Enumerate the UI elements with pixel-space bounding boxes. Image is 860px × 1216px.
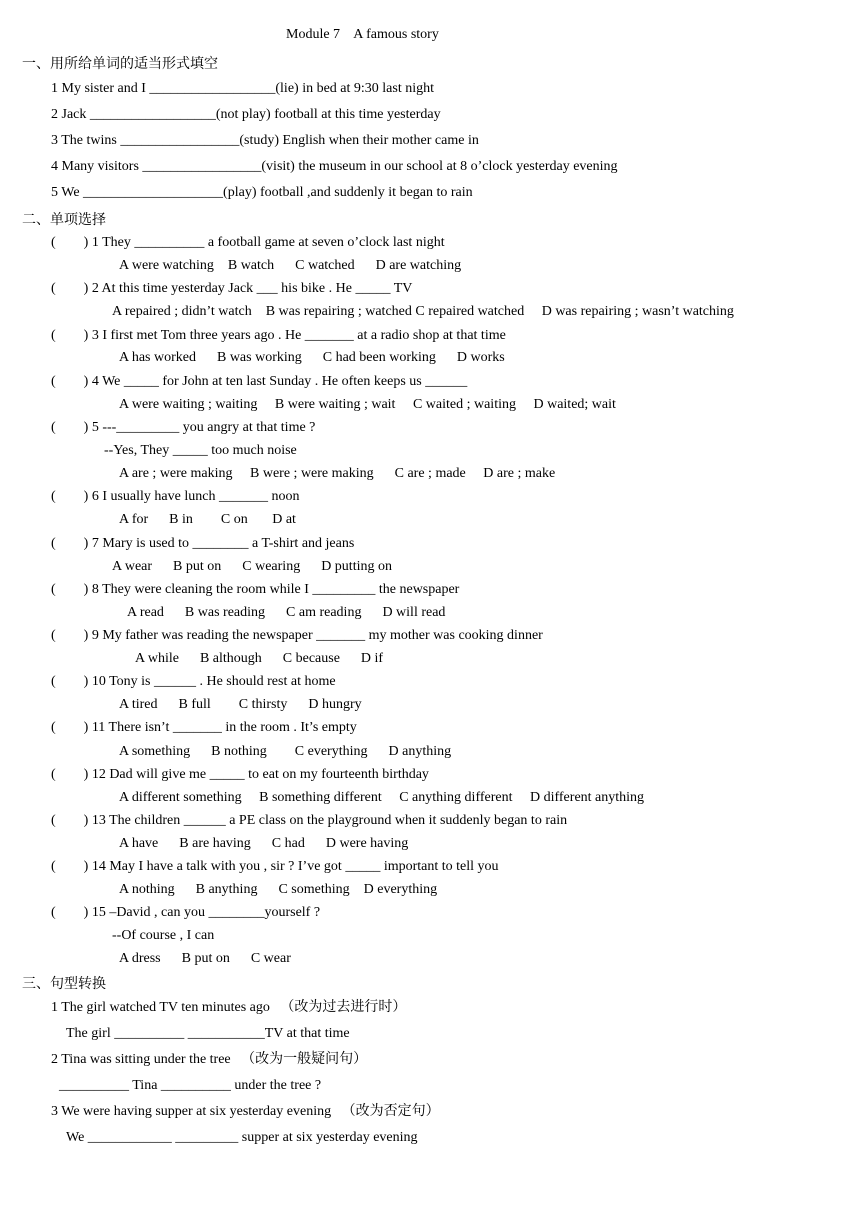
question-7: ( ) 7 Mary is used to ________ a T-shirt and jeans — [51, 536, 355, 551]
question-14-options: A nothing B anything C something D everything — [119, 882, 438, 897]
question-1-options: A were watching B watch C watched D are watching — [119, 258, 462, 273]
question-15-response: --Of course , I can — [112, 928, 215, 943]
question-11-options: A something B nothing C everything D anything — [119, 744, 452, 759]
question-11: ( ) 11 There isn’t _______ in the room . It’s empty — [51, 720, 357, 735]
page-title: Module 7 A famous story — [286, 27, 439, 42]
question-10: ( ) 10 Tony is ______ . He should rest at home — [51, 674, 336, 689]
question-6: ( ) 6 I usually have lunch _______ noon — [51, 489, 300, 504]
transform-answer-2: __________ Tina __________ under the tree ? — [59, 1078, 322, 1093]
question-4: ( ) 4 We _____ for John at ten last Sunday . He often keeps us ______ — [51, 374, 468, 389]
transform-answer-1: The girl __________ ___________TV at that time — [66, 1026, 350, 1041]
question-2-options: A repaired ; didn’t watch B was repairing ; watched C repaired watched D was repairing ; wasn’t watching — [112, 304, 734, 319]
question-9: ( ) 9 My father was reading the newspaper _______ my mother was cooking dinner — [51, 628, 543, 643]
fill-in-item: 2 Jack __________________(not play) football at this time yesterday — [51, 107, 441, 122]
transform-item-1: 1 The girl watched TV ten minutes ago （改为过去进行时） — [51, 1000, 407, 1015]
fill-in-item: 5 We ____________________(play) football ,and suddenly it began to rain — [51, 185, 473, 200]
transform-item-2: 2 Tina was sitting under the tree （改为一般疑问句） — [51, 1052, 368, 1067]
section-heading-multiple-choice: 二、单项选择 — [22, 212, 106, 228]
question-12: ( ) 12 Dad will give me _____ to eat on my fourteenth birthday — [51, 767, 429, 782]
question-5-response: --Yes, They _____ too much noise — [104, 443, 297, 458]
transform-item-3: 3 We were having supper at six yesterday evening （改为否定句） — [51, 1104, 440, 1119]
question-13: ( ) 13 The children ______ a PE class on the playground when it suddenly began to rain — [51, 813, 568, 828]
question-6-options: A for B in C on D at — [119, 512, 296, 527]
section-heading-fill-in: 一、用所给单词的适当形式填空 — [22, 56, 218, 72]
question-13-options: A have B are having C had D were having — [119, 836, 409, 851]
question-14: ( ) 14 May I have a talk with you , sir ? I’ve got _____ important to tell you — [51, 859, 499, 874]
question-1: ( ) 1 They __________ a football game at seven o’clock last night — [51, 235, 445, 250]
fill-in-item: 3 The twins _________________(study) English when their mother came in — [51, 133, 479, 148]
question-5-options: A are ; were making B were ; were making C are ; made D are ; make — [119, 466, 556, 481]
question-8: ( ) 8 They were cleaning the room while I _________ the newspaper — [51, 582, 460, 597]
question-12-options: A different something B something different C anything different D different anything — [119, 790, 645, 805]
question-9-options: A while B although C because D if — [135, 651, 384, 666]
question-8-options: A read B was reading C am reading D will read — [127, 605, 446, 620]
fill-in-item: 1 My sister and I __________________(lie) in bed at 9:30 last night — [51, 81, 435, 96]
question-4-options: A were waiting ; waiting B were waiting ; wait C waited ; waiting D waited; wait — [119, 397, 616, 412]
question-7-options: A wear B put on C wearing D putting on — [112, 559, 392, 574]
question-15-options: A dress B put on C wear — [119, 951, 291, 966]
question-10-options: A tired B full C thirsty D hungry — [119, 697, 362, 712]
question-2: ( ) 2 At this time yesterday Jack ___ his bike . He _____ TV — [51, 281, 413, 296]
question-15: ( ) 15 –David , can you ________yourself ? — [51, 905, 321, 920]
question-3-options: A has worked B was working C had been working D works — [119, 350, 505, 365]
question-5: ( ) 5 ---_________ you angry at that time ? — [51, 420, 316, 435]
transform-answer-3: We ____________ _________ supper at six yesterday evening — [66, 1130, 418, 1145]
section-heading-transformation: 三、句型转换 — [22, 976, 106, 992]
question-3: ( ) 3 I first met Tom three years ago . He _______ at a radio shop at that time — [51, 328, 506, 343]
fill-in-item: 4 Many visitors _________________(visit) the museum in our school at 8 o’clock yesterday evening — [51, 159, 618, 174]
